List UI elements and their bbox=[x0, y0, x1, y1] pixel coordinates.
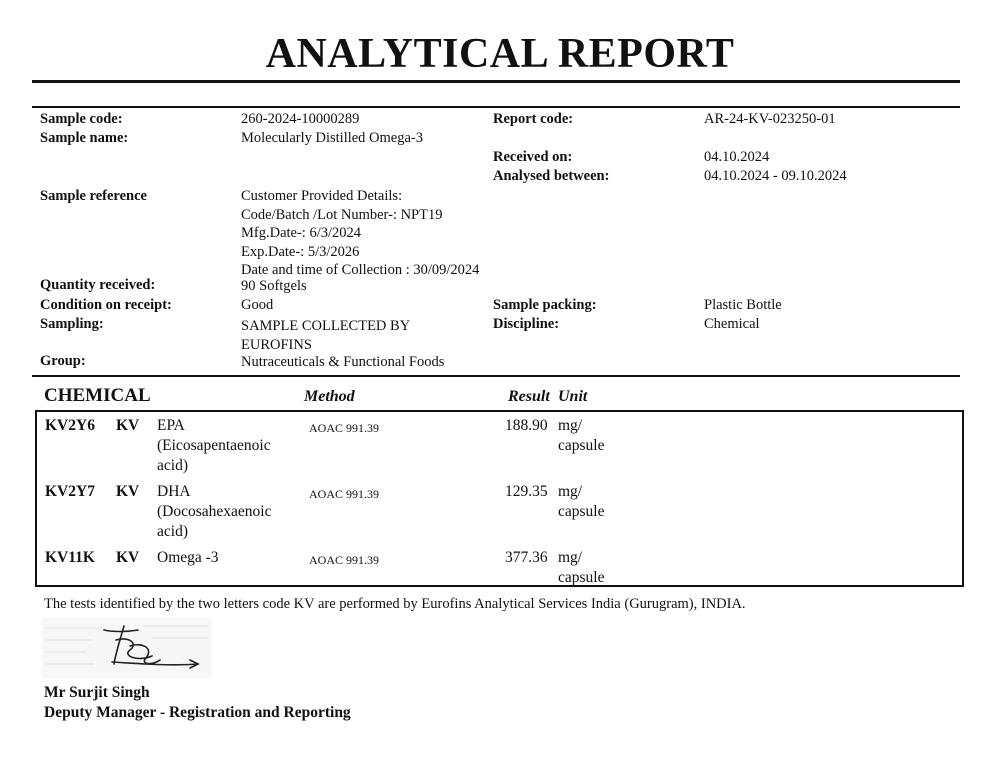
quantity-received-label: Quantity received: bbox=[40, 277, 156, 293]
result-value: 377.36 bbox=[505, 549, 548, 566]
group-value: Nutraceuticals & Functional Foods bbox=[241, 354, 445, 370]
parameter-line: acid) bbox=[157, 523, 188, 540]
unit-column-header: Unit bbox=[558, 388, 588, 405]
test-code: KV2Y6 bbox=[45, 417, 95, 434]
unit-line: mg/ bbox=[558, 483, 583, 500]
sample-code-label: Sample code: bbox=[40, 111, 123, 127]
parameter-name bbox=[157, 548, 219, 568]
parameter-line: acid) bbox=[157, 457, 188, 474]
signature-image bbox=[42, 618, 212, 678]
discipline-label: Discipline: bbox=[493, 316, 560, 332]
sample-packing-label: Sample packing: bbox=[493, 297, 597, 313]
sample-reference-value bbox=[241, 187, 479, 280]
report-code-value: AR-24-KV-023250-01 bbox=[704, 111, 836, 127]
sample-reference-line: Mfg.Date-: 6/3/2024 bbox=[241, 225, 362, 241]
analysed-between-value: 04.10.2024 - 09.10.2024 bbox=[704, 168, 847, 184]
sample-packing-value: Plastic Bottle bbox=[704, 297, 782, 313]
signature-icon bbox=[42, 618, 212, 678]
parameter-line: DHA bbox=[157, 483, 191, 500]
method-value: AOAC 991.39 bbox=[309, 553, 380, 567]
results-table bbox=[35, 410, 964, 587]
lab-code: KV bbox=[116, 549, 140, 566]
unit-line: mg/ bbox=[558, 417, 583, 434]
report-title: ANALYTICAL REPORT bbox=[265, 31, 735, 77]
footnote: The tests identified by the two letters code KV are performed by Eurofins Analytical Services India (Gurugram), INDIA. bbox=[44, 596, 746, 612]
method-column-header: Method bbox=[304, 388, 355, 405]
condition-on-receipt-value: Good bbox=[241, 297, 274, 313]
method-value: AOAC 991.39 bbox=[309, 487, 380, 501]
unit-line: mg/ bbox=[558, 549, 583, 566]
parameter-line: (Eicosapentaenoic bbox=[157, 437, 271, 454]
discipline-value: Chemical bbox=[704, 316, 760, 332]
header-bottom-rule bbox=[32, 375, 960, 377]
unit-value bbox=[558, 482, 604, 522]
header-top-rule bbox=[32, 106, 960, 108]
signer-title: Deputy Manager - Registration and Reporting bbox=[44, 704, 351, 721]
method-value: AOAC 991.39 bbox=[309, 421, 380, 435]
analysed-between-label: Analysed between: bbox=[493, 168, 610, 184]
sample-reference-line: Exp.Date-: 5/3/2026 bbox=[241, 243, 360, 260]
sample-name-label: Sample name: bbox=[40, 130, 129, 146]
unit-value bbox=[558, 416, 604, 456]
unit-line: capsule bbox=[558, 437, 605, 454]
sample-reference-label: Sample reference bbox=[40, 188, 147, 204]
unit-line: capsule bbox=[558, 503, 605, 520]
result-value: 188.90 bbox=[505, 417, 548, 434]
received-on-label: Received on: bbox=[493, 149, 573, 165]
sample-reference-line: Date and time of Collection : 30/09/2024 bbox=[241, 262, 480, 278]
parameter-name bbox=[157, 416, 271, 476]
parameter-line: (Docosahexaenoic bbox=[157, 503, 272, 520]
condition-on-receipt-label: Condition on receipt: bbox=[40, 297, 172, 313]
title-underline bbox=[32, 80, 960, 83]
result-value: 129.35 bbox=[505, 483, 548, 500]
parameter-name bbox=[157, 482, 271, 542]
sampling-line: EUROFINS bbox=[241, 336, 312, 353]
report-code-label: Report code: bbox=[493, 111, 574, 127]
received-on-value: 04.10.2024 bbox=[704, 149, 770, 165]
sample-code-value: 260-2024-10000289 bbox=[241, 111, 360, 127]
unit-value bbox=[558, 548, 604, 588]
group-label: Group: bbox=[40, 353, 86, 369]
parameter-line: Omega -3 bbox=[157, 549, 219, 566]
sampling-value bbox=[241, 317, 410, 354]
lab-code: KV bbox=[116, 417, 140, 434]
test-code: KV11K bbox=[45, 549, 95, 566]
sampling-line: SAMPLE COLLECTED BY bbox=[241, 318, 411, 334]
lab-code: KV bbox=[116, 483, 140, 500]
sampling-label: Sampling: bbox=[40, 316, 104, 332]
section-heading: CHEMICAL bbox=[44, 385, 151, 406]
sample-reference-line: Code/Batch /Lot Number-: NPT19 bbox=[241, 206, 443, 223]
parameter-line: EPA bbox=[157, 417, 185, 434]
signer-name: Mr Surjit Singh bbox=[44, 684, 150, 701]
sample-name-value: Molecularly Distilled Omega-3 bbox=[241, 130, 424, 146]
test-code: KV2Y7 bbox=[45, 483, 95, 500]
quantity-received-value: 90 Softgels bbox=[241, 278, 307, 294]
unit-line: capsule bbox=[558, 569, 605, 586]
result-column-header: Result bbox=[508, 388, 550, 405]
sample-reference-line: Customer Provided Details: bbox=[241, 188, 403, 204]
